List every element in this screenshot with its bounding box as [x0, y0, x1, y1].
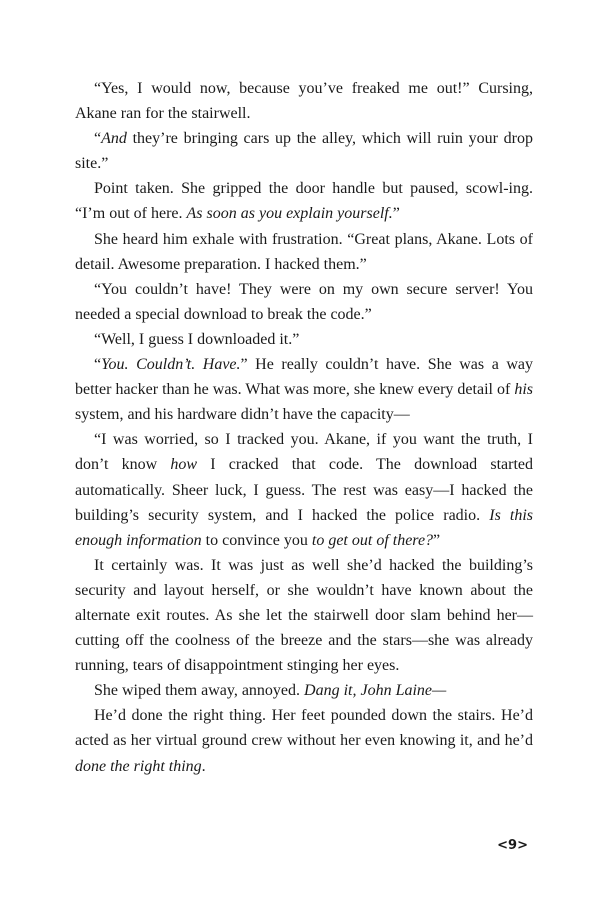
- paragraph: [75, 227, 533, 277]
- text-run: ”: [433, 531, 441, 549]
- text-run: “: [94, 356, 102, 374]
- text-run: She heard him exhale with frustration. “Great plans, Akane. Lots of detail. Awesome preparation. I hacked them.”: [75, 230, 533, 273]
- italic-text: how: [170, 456, 198, 474]
- paragraph: [75, 703, 533, 778]
- text-run: ”: [392, 205, 400, 223]
- paragraph: [75, 76, 533, 126]
- text-run: It certainly was. It was just as well she’d hacked the building’s security and layout herself, or she wouldn’t have known about the alternate exit routes. As she let the stairwell door slam behind her—cutting off the coolness of the breeze and the stars—she was already running, tears of disappointment stinging her eyes.: [75, 556, 533, 675]
- italic-text: And: [101, 130, 127, 148]
- paragraph: [75, 327, 533, 352]
- paragraph: [75, 678, 533, 703]
- text-run: Point taken. She gripped the door handle but paused, scowl-ing. “I’m out of here.: [75, 180, 533, 223]
- text-run: I cracked that code. The download started automatically. Sheer luck, I guess. The rest was easy—I hacked the building’s security system, and I hacked the police radio.: [75, 456, 533, 524]
- italic-text: Is this enough information: [75, 506, 534, 549]
- body-text: [75, 76, 533, 779]
- text-run: system, and his hardware didn’t have the capacity—: [75, 406, 410, 424]
- paragraph: [75, 553, 533, 678]
- paragraph: [75, 126, 533, 176]
- italic-text: You. Couldn’t. Have.: [101, 356, 241, 374]
- paragraph: [75, 352, 533, 427]
- text-run: they’re bringing cars up the alley, which will ruin your drop site.”: [75, 130, 533, 173]
- text-run: “I was worried, so I tracked you. Akane, if you want the truth, I don’t know: [75, 431, 533, 474]
- italic-text: to get out of there?: [311, 531, 434, 549]
- text-run: to convince you: [201, 531, 312, 549]
- italic-text: As soon as you explain yourself.: [186, 205, 393, 223]
- italic-text: Dang it, John Laine—: [304, 682, 447, 700]
- text-run: “You couldn’t have! They were on my own secure server! You needed a special download to break the code.”: [75, 280, 533, 323]
- paragraph: [75, 176, 533, 226]
- italic-text: his: [514, 381, 533, 399]
- text-run: “Well, I guess I downloaded it.”: [94, 330, 300, 348]
- text-run: ” He really couldn’t have. She was a way better hacker than he was. What was more, she knew every detail of: [75, 356, 533, 399]
- paragraph: [75, 427, 533, 552]
- text-run: “: [94, 130, 102, 148]
- paragraph: [75, 277, 533, 327]
- italic-text: done the right thing: [75, 757, 202, 775]
- text-run: He’d done the right thing. Her feet pounded down the stairs. He’d acted as her virtual ground crew without her even knowing it, and he’d: [75, 707, 533, 750]
- page-number: <9>: [497, 838, 528, 853]
- text-run: “Yes, I would now, because you’ve freaked me out!” Cursing, Akane ran for the stairwell.: [75, 80, 533, 123]
- text-run: She wiped them away, annoyed.: [94, 682, 305, 700]
- text-run: .: [201, 757, 206, 775]
